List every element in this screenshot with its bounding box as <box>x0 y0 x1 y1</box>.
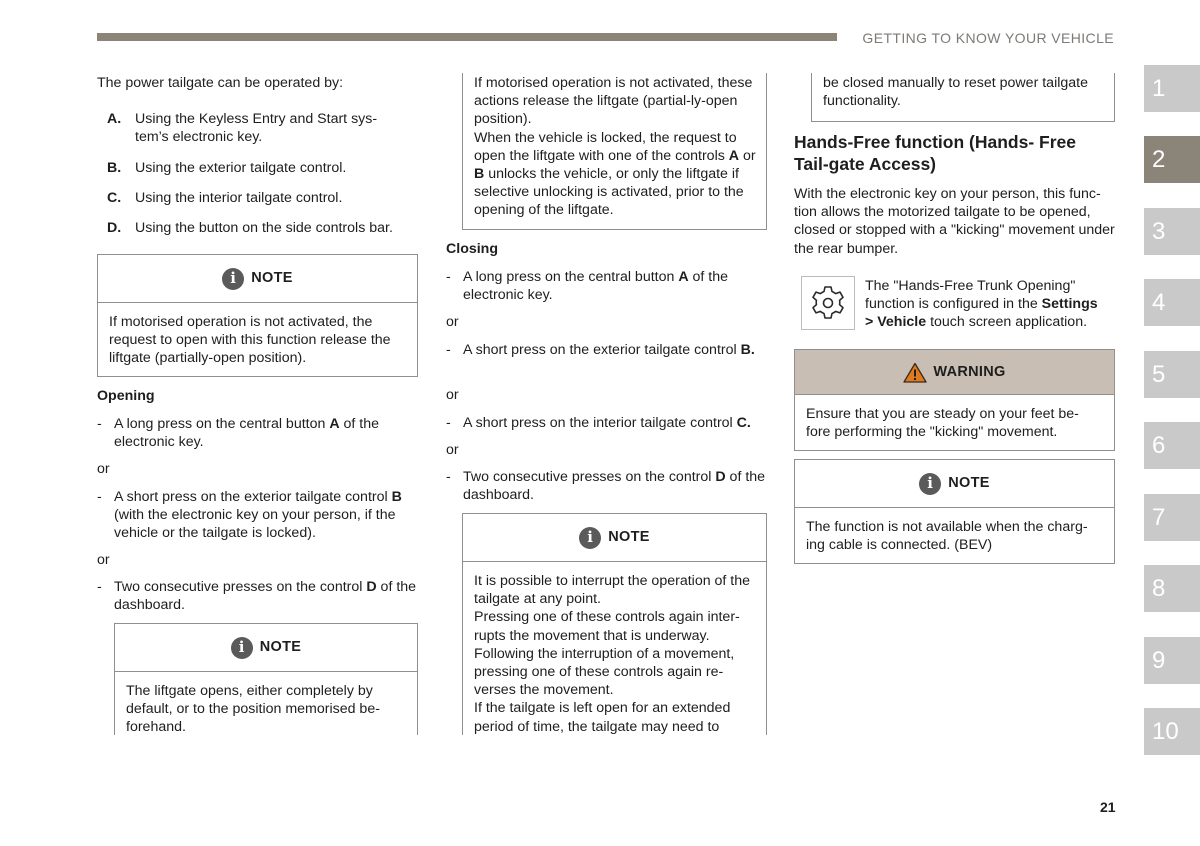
opening-item-text: A short press on the exterior tailgate control <box>114 489 392 505</box>
note-header <box>98 255 417 303</box>
or-text: or <box>446 442 459 458</box>
gear-icon <box>808 283 848 323</box>
hands-free-heading: Hands-Free function (Hands- Free Tail-gate Access) <box>794 132 1076 174</box>
note-body <box>463 73 766 220</box>
or-text: or <box>97 461 110 477</box>
or-text: or <box>446 314 459 330</box>
chapter-tab-8[interactable]: 8 <box>1144 565 1200 612</box>
note-title: NOTE <box>251 270 293 287</box>
control-ref: D <box>715 469 726 485</box>
note-text: When the vehicle is locked, the request to open the liftgate with one of the controls <box>474 129 737 164</box>
closing-item <box>446 268 746 304</box>
note-body: be closed manually to reset power tailgate functionality. <box>823 75 1088 110</box>
info-icon: i <box>231 637 253 659</box>
warning-box <box>794 349 1115 451</box>
method-text: Using the Keyless Entry and Start sys- tem’s electronic key. <box>135 111 378 146</box>
note-body: The liftgate opens, either completely by default, or to the position memorised be-forehand. <box>126 683 380 736</box>
intro-text: The power tailgate can be operated by: <box>97 75 344 91</box>
control-ref: C. <box>736 415 751 431</box>
note-header <box>795 460 1114 508</box>
closing-heading: Closing <box>446 241 499 257</box>
settings-text-part: The "Hands-Free Trunk Opening" function is configured in the <box>865 278 1076 313</box>
note-line: If motorised operation is not activated, these actions release the liftgate (partial-ly-open position). <box>474 75 753 128</box>
hands-free-description: With the electronic key on your person, this func-tion allows the motorized tailgate to be opened, closed or stopped with a "kicking" movement under the rear bumper. <box>794 186 1115 257</box>
opening-item-text: Two consecutive presses on the control <box>114 579 367 595</box>
closing-item <box>446 468 766 504</box>
method-text: Using the button on the side controls bar. <box>135 220 393 236</box>
closing-item-text: A short press on the exterior tailgate control <box>463 342 741 358</box>
closing-item-text: A long press on the central button <box>463 269 679 285</box>
opening-heading: Opening <box>97 388 155 404</box>
chapter-tab-5[interactable]: 5 <box>1144 351 1200 398</box>
control-ref: A <box>728 147 740 164</box>
method-letter: D. <box>107 220 122 236</box>
control-ref: B <box>474 166 485 183</box>
chapter-tab-4[interactable]: 4 <box>1144 279 1200 326</box>
method-letter: C. <box>107 190 122 206</box>
page-number: 21 <box>1100 799 1116 815</box>
closing-item-text: A short press on the interior tailgate control <box>463 415 737 431</box>
note-line: Following the interruption of a movement, pressing one of these controls again re-verses the movement. <box>474 645 735 699</box>
control-ref: A <box>678 269 689 285</box>
method-text: Using the interior tailgate control. <box>135 190 343 206</box>
note-box <box>462 513 767 735</box>
opening-item-text: A long press on the central button <box>114 416 330 432</box>
method-text: Using the exterior tailgate control. <box>135 160 347 176</box>
control-ref: A <box>329 416 340 432</box>
note-line: Pressing one of these controls again inter-rupts the movement that is underway. <box>474 609 740 644</box>
control-ref: D <box>366 579 377 595</box>
opening-item <box>97 415 407 451</box>
settings-icon-box <box>801 276 855 330</box>
note-box-continued <box>811 73 1115 122</box>
note-box <box>794 459 1115 564</box>
or-text: or <box>446 387 459 403</box>
settings-text <box>865 277 1113 332</box>
chapter-tab-3[interactable]: 3 <box>1144 208 1200 255</box>
note-box-continued <box>462 73 767 230</box>
control-ref: B <box>391 489 402 505</box>
note-line <box>474 129 758 220</box>
note-header <box>463 514 766 562</box>
chapter-tab-6[interactable]: 6 <box>1144 422 1200 469</box>
opening-item-text: of the dashboard. <box>114 579 417 614</box>
note-body: The function is not available when the charg-ing cable is connected. (BEV) <box>806 519 1088 554</box>
method-letter: B. <box>107 160 122 176</box>
vehicle-menu-ref: > Vehicle <box>865 314 927 331</box>
note-text: or <box>739 147 756 164</box>
chapter-tab-1[interactable]: 1 <box>1144 65 1200 112</box>
chapter-tab-7[interactable]: 7 <box>1144 494 1200 541</box>
info-icon: i <box>222 268 244 290</box>
note-title: NOTE <box>948 475 990 492</box>
note-body: If motorised operation is not activated, the request to open with this function release the liftgate (partially-open position). <box>109 314 391 367</box>
closing-item-text: of the dashboard. <box>463 469 766 504</box>
opening-item-text: of the electronic key. <box>114 416 380 451</box>
note-box <box>114 623 418 735</box>
note-line: It is possible to interrupt the operation of the tailgate at any point. <box>474 573 751 608</box>
warning-icon <box>903 362 927 383</box>
settings-menu-ref: Settings <box>1041 296 1098 313</box>
info-icon: i <box>579 527 601 549</box>
opening-item <box>97 578 417 614</box>
warning-title: WARNING <box>933 363 1006 380</box>
note-body <box>463 562 766 736</box>
note-title: NOTE <box>608 529 650 546</box>
closing-item-text: of the electronic key. <box>463 269 729 304</box>
closing-item-text: Two consecutive presses on the control <box>463 469 716 485</box>
opening-item-text: (with the electronic key on your person, if the vehicle or the tailgate is locked). <box>114 507 396 542</box>
or-text: or <box>97 552 110 568</box>
section-title: GETTING TO KNOW YOUR VEHICLE <box>862 30 1114 46</box>
note-text: unlocks the vehicle, or only the liftgate if selective unlocking is activated, prior to the opening of the liftgate. <box>474 166 744 219</box>
note-line: If the tailgate is left open for an extended period of time, the tailgate may need to <box>474 700 731 735</box>
method-letter: A. <box>107 111 122 127</box>
chapter-tab-2[interactable]: 2 <box>1144 136 1200 183</box>
settings-text-part: touch screen application. <box>926 314 1088 331</box>
closing-item <box>446 414 776 432</box>
note-header <box>115 624 417 672</box>
closing-item <box>446 341 764 359</box>
header-rule <box>97 33 837 41</box>
warning-header <box>795 350 1114 395</box>
note-box <box>97 254 418 377</box>
chapter-tab-9[interactable]: 9 <box>1144 637 1200 684</box>
opening-item <box>97 488 420 543</box>
note-title: NOTE <box>259 639 302 656</box>
chapter-tab-10[interactable]: 10 <box>1144 708 1200 755</box>
info-icon: i <box>919 473 941 495</box>
warning-body: Ensure that you are steady on your feet be-fore performing the "kicking" movement. <box>806 406 1079 441</box>
control-ref: B. <box>740 342 755 358</box>
